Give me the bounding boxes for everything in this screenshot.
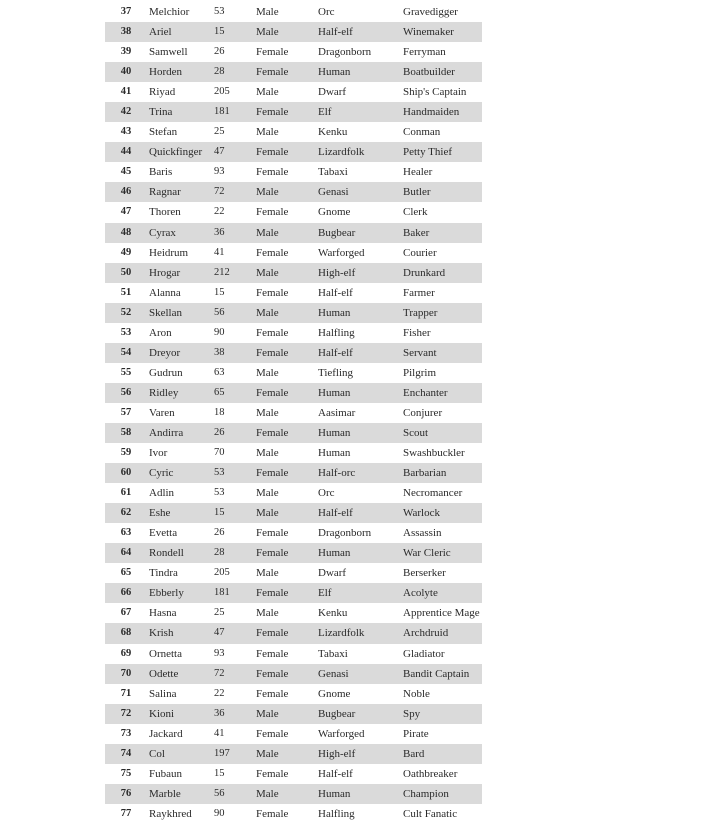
- npc-name: Odette: [147, 664, 214, 684]
- npc-occupation: Healer: [403, 166, 433, 179]
- npc-race: Orc: [318, 6, 335, 19]
- npc-occupation: Conman: [403, 126, 441, 139]
- npc-name: Cyric: [147, 463, 214, 483]
- npc-age: 26: [214, 46, 225, 58]
- npc-age: 25: [214, 126, 225, 138]
- npc-name: Hrogar: [147, 263, 214, 283]
- table-row: [105, 523, 482, 543]
- npc-name: Trina: [147, 102, 214, 122]
- table-row: [105, 744, 482, 764]
- npc-occupation: Swashbuckler: [403, 447, 465, 460]
- npc-age: 47: [214, 142, 256, 162]
- npc-sex: Female: [256, 527, 289, 540]
- npc-sex: Female: [256, 463, 318, 483]
- npc-name: Ragnar: [147, 182, 214, 202]
- npc-sex: Female: [256, 102, 318, 122]
- row-number: 55: [120, 366, 132, 378]
- npc-occupation: Trapper: [403, 303, 482, 323]
- row-number: 72: [105, 704, 147, 724]
- npc-age: 90: [214, 807, 225, 819]
- npc-age: 36: [214, 704, 256, 724]
- npc-race: Human: [318, 784, 403, 804]
- row-number: 76: [105, 784, 147, 804]
- npc-age: 56: [214, 303, 256, 323]
- npc-name: Rondell: [147, 543, 214, 563]
- row-number: 50: [105, 263, 147, 283]
- npc-occupation: Noble: [403, 687, 430, 700]
- row-number: 48: [105, 223, 147, 243]
- npc-race: Halfling: [318, 807, 355, 820]
- row-number: 37: [120, 6, 132, 18]
- npc-sex: Female: [256, 206, 289, 219]
- npc-sex: Male: [256, 366, 279, 379]
- row-number: 56: [105, 383, 147, 403]
- npc-age: 93: [214, 166, 225, 178]
- npc-sex: Female: [256, 166, 289, 179]
- npc-age: 28: [214, 543, 256, 563]
- npc-occupation: Boatbuilder: [403, 62, 482, 82]
- npc-occupation: War Cleric: [403, 543, 482, 563]
- npc-age: 181: [214, 102, 256, 122]
- npc-sex: Male: [256, 704, 318, 724]
- npc-name: Ariel: [147, 22, 214, 42]
- npc-race: Half-elf: [318, 767, 353, 780]
- npc-name: Cyrax: [147, 223, 214, 243]
- npc-sex: Female: [256, 623, 318, 643]
- table-row: [105, 62, 482, 82]
- npc-sex: Male: [256, 126, 279, 139]
- npc-sex: Male: [256, 447, 279, 460]
- table-row: [105, 323, 482, 343]
- npc-name: Melchior: [149, 6, 190, 19]
- npc-age: 205: [214, 567, 230, 579]
- npc-age: 15: [214, 22, 256, 42]
- npc-sex: Male: [256, 223, 318, 243]
- npc-race: Dragonborn: [318, 46, 372, 59]
- npc-race: Dwarf: [318, 86, 347, 99]
- row-number: 58: [105, 423, 147, 443]
- npc-age: 22: [214, 687, 225, 699]
- npc-name: Skellan: [147, 303, 214, 323]
- npc-occupation: Acolyte: [403, 583, 482, 603]
- npc-sex: Male: [256, 22, 318, 42]
- npc-age: 56: [214, 784, 256, 804]
- row-number: 45: [120, 166, 132, 178]
- npc-race: Human: [318, 62, 403, 82]
- row-number: 61: [120, 487, 132, 499]
- npc-name: Quickfinger: [147, 142, 214, 162]
- npc-name: Horden: [147, 62, 214, 82]
- npc-name: Krish: [147, 623, 214, 643]
- table-row: [105, 363, 482, 383]
- npc-name: Baris: [149, 166, 173, 179]
- npc-age: 15: [214, 767, 225, 779]
- npc-age: 53: [214, 487, 225, 499]
- npc-race: Warforged: [318, 727, 365, 740]
- npc-age: 53: [214, 6, 225, 18]
- npc-sex: Female: [256, 543, 318, 563]
- npc-occupation: Pirate: [403, 727, 429, 740]
- npc-name: Salina: [149, 687, 177, 700]
- npc-age: 212: [214, 263, 256, 283]
- npc-sex: Male: [256, 744, 318, 764]
- npc-age: 197: [214, 744, 256, 764]
- table-row: [105, 142, 482, 162]
- table-row: [105, 463, 482, 483]
- npc-name: Fubaun: [149, 767, 182, 780]
- npc-age: 181: [214, 583, 256, 603]
- table-row: [105, 684, 482, 704]
- npc-occupation: Berserker: [403, 567, 446, 580]
- row-number: 42: [105, 102, 147, 122]
- npc-sex: Male: [256, 406, 279, 419]
- table-row: [105, 403, 482, 423]
- npc-race: Lizardfolk: [318, 623, 403, 643]
- npc-sex: Male: [256, 503, 318, 523]
- npc-age: 65: [214, 383, 256, 403]
- table-row: [105, 82, 482, 102]
- npc-occupation: Apprentice Mage: [403, 607, 480, 620]
- row-number: 64: [105, 543, 147, 563]
- npc-sex: Male: [256, 607, 279, 620]
- table-row: [105, 483, 482, 503]
- npc-occupation: Pilgrim: [403, 366, 437, 379]
- row-number: 38: [105, 22, 147, 42]
- npc-sex: Male: [256, 487, 279, 500]
- npc-race: Half-elf: [318, 343, 403, 363]
- row-number: 62: [105, 503, 147, 523]
- npc-occupation: Bandit Captain: [403, 664, 482, 684]
- npc-age: 18: [214, 406, 225, 418]
- npc-name: Kioni: [147, 704, 214, 724]
- table-row: [105, 543, 482, 563]
- npc-name: Dreyor: [147, 343, 214, 363]
- npc-sex: Female: [256, 647, 289, 660]
- npc-age: 70: [214, 447, 225, 459]
- npc-sex: Female: [256, 286, 289, 299]
- row-number: 77: [120, 807, 132, 819]
- table-row: [105, 202, 482, 222]
- npc-sex: Male: [256, 86, 279, 99]
- npc-race: Tiefling: [318, 366, 354, 379]
- table-row: [105, 343, 482, 363]
- npc-race: Human: [318, 303, 403, 323]
- npc-occupation: Bard: [403, 744, 482, 764]
- row-number: 57: [120, 406, 132, 418]
- npc-name: Raykhred: [149, 807, 192, 820]
- table-row: [105, 303, 482, 323]
- npc-name: Col: [147, 744, 214, 764]
- table-row: [105, 2, 482, 22]
- npc-age: 28: [214, 62, 256, 82]
- npc-race: Kenku: [318, 607, 348, 620]
- npc-name: Hasna: [149, 607, 177, 620]
- npc-occupation: Servant: [403, 343, 482, 363]
- table-row: [105, 102, 482, 122]
- row-number: 46: [105, 182, 147, 202]
- row-number: 52: [105, 303, 147, 323]
- npc-occupation: Farmer: [403, 286, 435, 299]
- npc-name: Riyad: [149, 86, 176, 99]
- npc-race: Human: [318, 383, 403, 403]
- npc-sex: Male: [256, 784, 318, 804]
- npc-race: Kenku: [318, 126, 348, 139]
- table-row: [105, 583, 482, 603]
- npc-age: 41: [214, 246, 225, 258]
- npc-race: Half-orc: [318, 463, 403, 483]
- npc-race: Genasi: [318, 182, 403, 202]
- npc-name: Andirra: [147, 423, 214, 443]
- table-row: [105, 724, 482, 744]
- npc-name: Evetta: [149, 527, 178, 540]
- npc-occupation: Barbarian: [403, 463, 482, 483]
- npc-occupation: Champion: [403, 784, 482, 804]
- npc-race: Elf: [318, 102, 403, 122]
- row-number: 41: [120, 86, 132, 98]
- npc-occupation: Handmaiden: [403, 102, 482, 122]
- npc-occupation: Warlock: [403, 503, 482, 523]
- row-number: 65: [120, 567, 132, 579]
- row-number: 43: [120, 126, 132, 138]
- npc-race: Dwarf: [318, 567, 347, 580]
- npc-race: Human: [318, 447, 351, 460]
- row-number: 74: [105, 744, 147, 764]
- npc-occupation: Winemaker: [403, 22, 482, 42]
- npc-sex: Male: [256, 263, 318, 283]
- npc-occupation: Drunkard: [403, 263, 482, 283]
- npc-sex: Female: [256, 664, 318, 684]
- row-number: 71: [120, 687, 132, 699]
- row-number: 70: [105, 664, 147, 684]
- npc-race: High-elf: [318, 744, 403, 764]
- npc-name: Ivor: [149, 447, 168, 460]
- npc-sex: Female: [256, 142, 318, 162]
- npc-race: Dragonborn: [318, 527, 372, 540]
- row-number: 63: [120, 527, 132, 539]
- table-row: [105, 283, 482, 303]
- table-row: [105, 383, 482, 403]
- npc-name: Varen: [149, 406, 175, 419]
- npc-sex: Male: [256, 567, 279, 580]
- npc-race: Elf: [318, 583, 403, 603]
- npc-name: Ebberly: [147, 583, 214, 603]
- npc-name: Adlin: [149, 487, 175, 500]
- npc-occupation: Necromancer: [403, 487, 463, 500]
- npc-age: 15: [214, 503, 256, 523]
- table-row: [105, 764, 482, 784]
- npc-occupation: Gravedigger: [403, 6, 458, 19]
- npc-occupation: Ship's Captain: [403, 86, 467, 99]
- npc-occupation: Fisher: [403, 326, 431, 339]
- table-row: [105, 22, 482, 42]
- npc-occupation: Baker: [403, 223, 482, 243]
- table-row: [105, 563, 482, 583]
- row-number: 66: [105, 583, 147, 603]
- npc-race: High-elf: [318, 263, 403, 283]
- npc-name: Stefan: [149, 126, 178, 139]
- row-number: 51: [120, 286, 132, 298]
- npc-age: 25: [214, 607, 225, 619]
- npc-age: 26: [214, 527, 225, 539]
- npc-age: 38: [214, 343, 256, 363]
- table-row: [105, 784, 482, 804]
- npc-race: Aasimar: [318, 406, 356, 419]
- table-row: [105, 664, 482, 684]
- npc-occupation: Cult Fanatic: [403, 807, 458, 820]
- row-number: 44: [105, 142, 147, 162]
- row-number: 73: [120, 727, 132, 739]
- npc-name: Eshe: [147, 503, 214, 523]
- npc-sex: Female: [256, 383, 318, 403]
- npc-age: 26: [214, 423, 256, 443]
- npc-table: [105, 2, 482, 824]
- npc-name: Marble: [147, 784, 214, 804]
- npc-occupation: Petty Thief: [403, 142, 482, 162]
- npc-occupation: Clerk: [403, 206, 428, 219]
- npc-name: Gudrun: [149, 366, 183, 379]
- row-number: 47: [120, 206, 132, 218]
- row-number: 40: [105, 62, 147, 82]
- table-row: [105, 423, 482, 443]
- npc-occupation: Assassin: [403, 527, 442, 540]
- npc-occupation: Spy: [403, 704, 482, 724]
- npc-sex: Female: [256, 46, 289, 59]
- npc-name: Alanna: [149, 286, 181, 299]
- row-number: 69: [120, 647, 132, 659]
- table-row: [105, 644, 482, 664]
- npc-race: Half-elf: [318, 22, 403, 42]
- table-row: [105, 182, 482, 202]
- npc-age: 63: [214, 366, 225, 378]
- npc-age: 53: [214, 463, 256, 483]
- table-row: [105, 42, 482, 62]
- npc-table-body: [105, 2, 482, 824]
- npc-race: Genasi: [318, 664, 403, 684]
- npc-occupation: Oathbreaker: [403, 767, 458, 780]
- npc-name: Tindra: [149, 567, 178, 580]
- row-number: 53: [120, 326, 132, 338]
- npc-occupation: Gladiator: [403, 647, 445, 660]
- npc-name: Aron: [149, 326, 172, 339]
- npc-race: Tabaxi: [318, 166, 348, 179]
- npc-age: 41: [214, 727, 225, 739]
- npc-race: Halfling: [318, 326, 355, 339]
- table-row: [105, 804, 482, 824]
- npc-sex: Female: [256, 767, 289, 780]
- npc-occupation: Conjurer: [403, 406, 443, 419]
- npc-sex: Female: [256, 727, 289, 740]
- npc-sex: Female: [256, 326, 289, 339]
- npc-occupation: Archdruid: [403, 623, 482, 643]
- npc-age: 72: [214, 182, 256, 202]
- npc-sex: Male: [256, 303, 318, 323]
- table-row: [105, 623, 482, 643]
- npc-sex: Female: [256, 807, 289, 820]
- npc-age: 90: [214, 326, 225, 338]
- row-number: 39: [120, 46, 132, 58]
- npc-sex: Male: [256, 6, 279, 19]
- npc-occupation: Courier: [403, 246, 437, 259]
- table-row: [105, 443, 482, 463]
- npc-occupation: Scout: [403, 423, 482, 443]
- npc-age: 72: [214, 664, 256, 684]
- table-row: [105, 503, 482, 523]
- npc-sex: Female: [256, 687, 289, 700]
- table-row: [105, 704, 482, 724]
- npc-name: Samwell: [149, 46, 188, 59]
- npc-race: Lizardfolk: [318, 142, 403, 162]
- table-row: [105, 122, 482, 142]
- npc-occupation: Ferryman: [403, 46, 446, 59]
- npc-race: Human: [318, 423, 403, 443]
- npc-age: 36: [214, 223, 256, 243]
- npc-age: 93: [214, 647, 225, 659]
- npc-occupation: Butler: [403, 182, 482, 202]
- npc-sex: Male: [256, 182, 318, 202]
- npc-sex: Female: [256, 62, 318, 82]
- npc-occupation: Enchanter: [403, 383, 482, 403]
- npc-name: Heidrum: [149, 246, 189, 259]
- npc-age: 15: [214, 286, 225, 298]
- npc-sex: Female: [256, 246, 289, 259]
- npc-sex: Female: [256, 583, 318, 603]
- table-row: [105, 243, 482, 263]
- npc-name: Ornetta: [149, 647, 182, 660]
- npc-name: Jackard: [149, 727, 183, 740]
- row-number: 67: [120, 607, 132, 619]
- npc-race: Gnome: [318, 206, 351, 219]
- npc-race: Gnome: [318, 687, 351, 700]
- npc-name: Ridley: [147, 383, 214, 403]
- npc-sex: Female: [256, 343, 318, 363]
- npc-race: Half-elf: [318, 286, 353, 299]
- npc-sex: Female: [256, 423, 318, 443]
- row-number: 49: [120, 246, 132, 258]
- npc-race: Warforged: [318, 246, 365, 259]
- npc-race: Bugbear: [318, 704, 403, 724]
- npc-race: Tabaxi: [318, 647, 348, 660]
- row-number: 68: [105, 623, 147, 643]
- table-row: [105, 263, 482, 283]
- npc-race: Half-elf: [318, 503, 403, 523]
- row-number: 59: [120, 447, 132, 459]
- npc-name: Thoren: [149, 206, 181, 219]
- row-number: 60: [105, 463, 147, 483]
- table-row: [105, 223, 482, 243]
- npc-race: Orc: [318, 487, 335, 500]
- npc-race: Human: [318, 543, 403, 563]
- npc-age: 205: [214, 86, 230, 98]
- row-number: 75: [120, 767, 132, 779]
- npc-race: Bugbear: [318, 223, 403, 243]
- npc-age: 22: [214, 206, 225, 218]
- npc-age: 47: [214, 623, 256, 643]
- table-row: [105, 603, 482, 623]
- table-row: [105, 162, 482, 182]
- row-number: 54: [105, 343, 147, 363]
